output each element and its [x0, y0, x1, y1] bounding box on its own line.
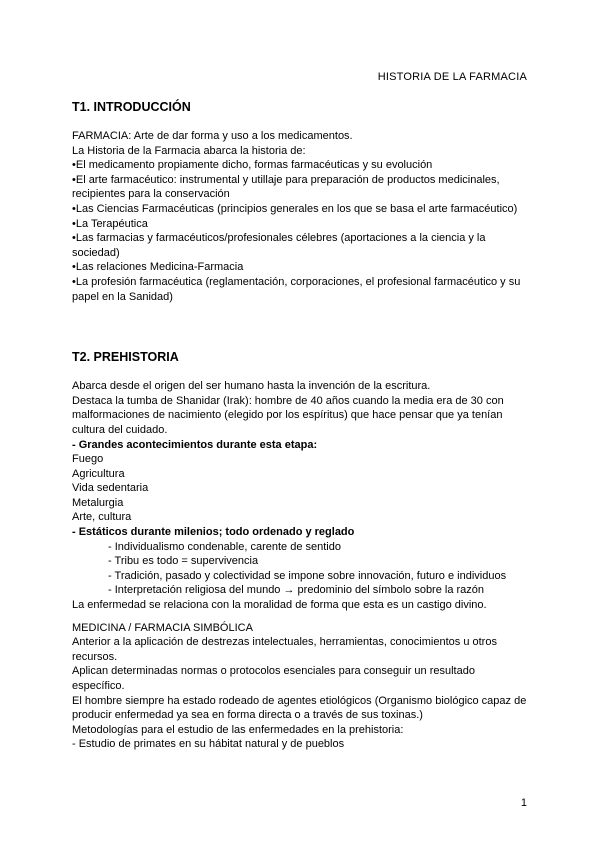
- paragraph-line: - Estudio de primates en su hábitat natural y de pueblos: [72, 738, 345, 751]
- running-header: HISTORIA DE LA FARMACIA: [377, 71, 527, 83]
- indented-list-item: - Tradición, pasado y colectividad se impone sobre innovación, futuro e individuos: [108, 569, 507, 582]
- section-body-prehistoria: [72, 379, 530, 752]
- bullet-item: •La Terapéutica: [72, 217, 148, 230]
- bullet-item: •El arte farmacéutico: instrumental y utillaje para preparación de productos medicinales, recipientes para la conservación: [72, 173, 500, 201]
- bullet-item: •Las farmacias y farmacéuticos/profesionales célebres (aportaciones a la ciencia y la sociedad): [72, 232, 486, 259]
- section-body-introduccion: [72, 129, 530, 304]
- page-content: [72, 100, 530, 752]
- paragraph-line: Metodologías para el estudio de las enfermedades en la prehistoria:: [72, 723, 404, 736]
- bullet-item: •Las Ciencias Farmacéuticas (principios generales en los que se basa el arte farmacéutico): [72, 202, 518, 215]
- paragraph-line: FARMACIA: Arte de dar forma y uso a los medicamentos.: [72, 130, 353, 142]
- section-heading-introduccion: T1. INTRODUCCIÓN: [72, 100, 191, 114]
- indented-list-item: - Individualismo condenable, carente de sentido: [108, 540, 341, 553]
- list-item: Vida sedentaria: [72, 482, 149, 495]
- paragraph-line: Aplican determinadas normas o protocolos esenciales para conseguir un resultado específico.: [72, 665, 475, 692]
- indented-list-item: - Interpretación religiosa del mundo → predominio del símbolo sobre la razón: [108, 584, 485, 597]
- bullet-item: •La profesión farmacéutica (reglamentación, corporaciones, el profesional farmacéutico y su papel en la Sanidad): [72, 275, 521, 303]
- static-heading: - Estáticos durante milenios; todo ordenado y reglado: [72, 526, 355, 539]
- paragraph-line: La Historia de la Farmacia abarca la historia de:: [72, 144, 306, 157]
- paragraph-line: Anterior a la aplicación de destrezas intelectuales, herramientas, conocimientos u otros recursos.: [72, 636, 497, 663]
- list-item: Metalurgia: [72, 496, 124, 509]
- list-item: Fuego: [72, 453, 104, 466]
- list-item: Arte, cultura: [72, 511, 132, 524]
- bullet-item: •Las relaciones Medicina-Farmacia: [72, 261, 244, 274]
- page-number: 1: [520, 797, 527, 809]
- indented-list-item: - Tribu es todo = supervivencia: [108, 555, 259, 568]
- paragraph-line: Destaca la tumba de Shanidar (Irak): hombre de 40 años cuando la media era de 30 con malformaciones de nacimiento (elegido por los espíritus) que hace pensar que ya tenían cultura del cuidado.: [72, 394, 504, 436]
- subsection-title: MEDICINA / FARMACIA SIMBÓLICA: [72, 621, 253, 634]
- section-heading-prehistoria: T2. PREHISTORIA: [72, 350, 179, 365]
- bullet-item: •El medicamento propiamente dicho, formas farmacéuticas y su evolución: [72, 159, 433, 172]
- paragraph-line: Abarca desde el origen del ser humano hasta la invención de la escritura.: [72, 380, 431, 393]
- paragraph-line: El hombre siempre ha estado rodeado de agentes etiológicos (Organismo biológico capaz de producir enfermedad ya sea en forma directa o a través de sus toxinas.): [72, 694, 527, 722]
- paragraph-line: La enfermedad se relaciona con la moralidad de forma que esta es un castigo divino.: [72, 599, 487, 612]
- list-item: Agricultura: [72, 467, 125, 480]
- events-heading: - Grandes acontecimientos durante esta etapa:: [72, 438, 318, 451]
